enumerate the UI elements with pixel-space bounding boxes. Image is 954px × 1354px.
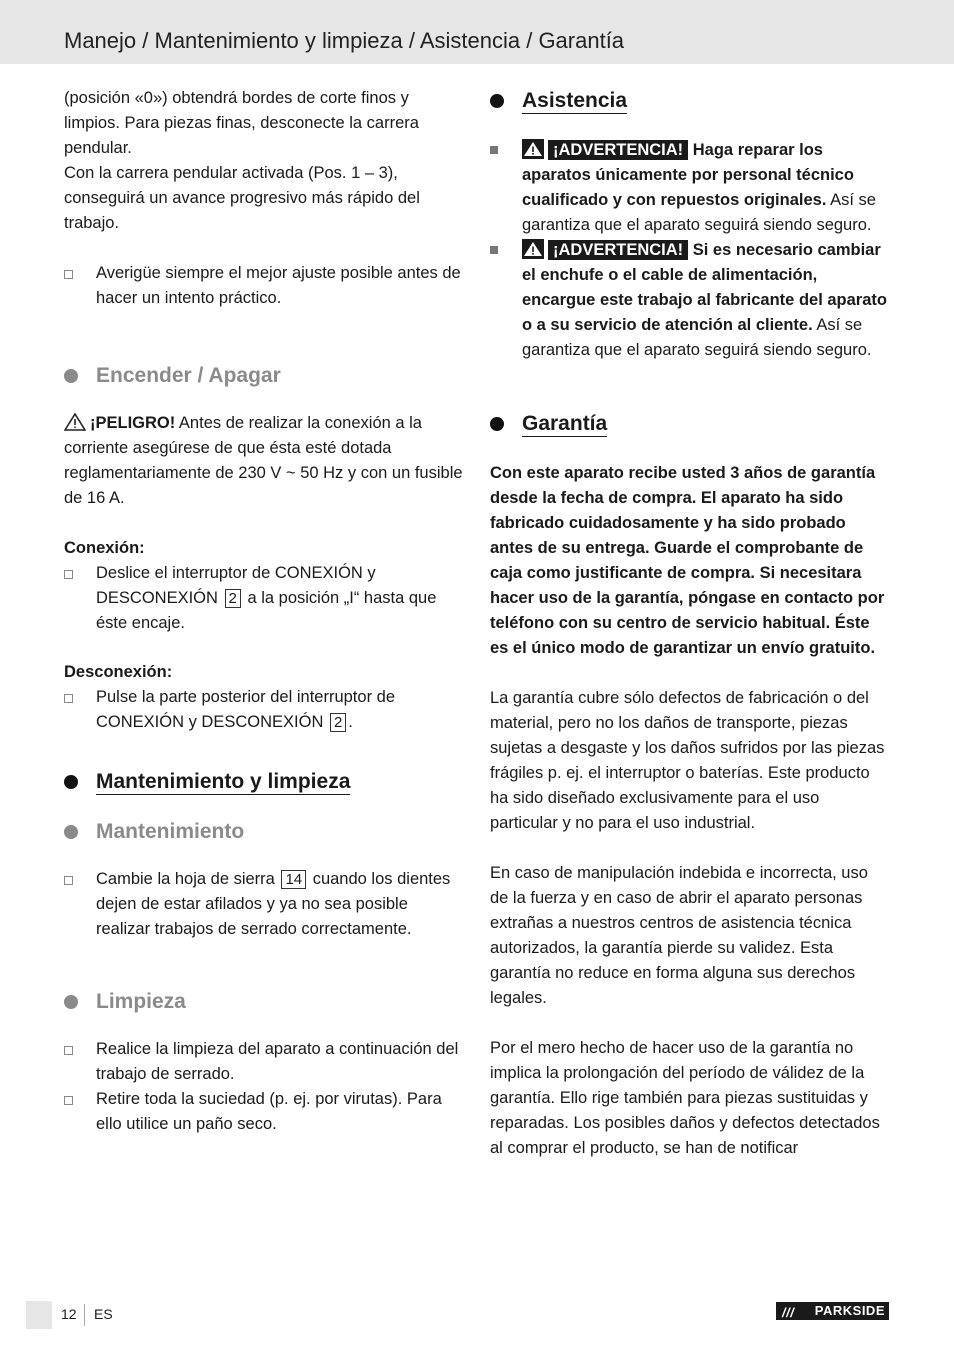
list-item: Realice la limpieza del aparato a continuación del trabajo de serrado. — [64, 1037, 464, 1087]
list-item: Retire toda la suciedad (p. ej. por virutas). Para ello utilice un paño seco. — [64, 1087, 464, 1137]
section-heading-encender: Encender / Apagar — [64, 361, 464, 391]
bullet-dot-icon — [64, 995, 78, 1009]
right-column — [490, 86, 890, 1161]
section-heading-garantia: Garantía — [490, 409, 890, 439]
section-heading-asistencia: Asistencia — [490, 86, 890, 116]
garantia-intro: Con este aparato recibe usted 3 años de garantía desde la fecha de compra. El aparato ha sido fabricado cuidadosamente y ha sido probado antes de su entrega. Guarde el comprobante de caja como justificante de compra. Si necesitara hacer uso de la garantía, póngase en contacto por teléfono con su centro de servicio habitual. Éste es el único modo de garantizar un envío gratuito. — [490, 464, 885, 657]
left-column — [64, 86, 464, 1137]
section-heading-mantenimiento-limpieza: Mantenimiento y limpieza — [64, 767, 464, 797]
footer-marker — [26, 1301, 52, 1329]
warning-badge: ¡ADVERTENCIA! — [548, 240, 688, 260]
section-heading-mantenimiento: Mantenimiento — [64, 817, 464, 847]
parkside-logo — [776, 1302, 889, 1320]
warning-triangle-icon — [64, 412, 86, 432]
checkbox-bullet-icon — [64, 270, 73, 279]
warning-triangle-icon — [522, 239, 544, 259]
checkbox-bullet-icon — [64, 570, 73, 579]
section-heading-limpieza: Limpieza — [64, 987, 464, 1017]
part-number-ref: 2 — [225, 589, 241, 608]
checkbox-bullet-icon — [64, 1046, 73, 1055]
desconexion-label: Desconexión: — [64, 663, 173, 681]
warning-badge: ¡ADVERTENCIA! — [548, 140, 688, 160]
bullet-dot-icon — [64, 825, 78, 839]
square-bullet-icon — [490, 146, 498, 154]
part-number-ref: 2 — [330, 713, 346, 732]
checkbox-bullet-icon — [64, 876, 73, 885]
bullet-dot-icon — [64, 775, 78, 789]
footer-divider — [84, 1304, 85, 1326]
list-item: Cambie la hoja de sierra 14 cuando los dientes dejen de estar afilados y ya no sea posible realizar trabajos de serrado correctamente. — [64, 867, 464, 942]
bullet-dot-icon — [64, 369, 78, 383]
checkbox-bullet-icon — [64, 694, 73, 703]
warning-item: ¡ADVERTENCIA! Haga reparar los aparatos únicamente por personal técnico cualificado y con repuestos originales. Así se garantiza que el aparato seguirá siendo seguro. — [490, 138, 890, 238]
logo-stripes: /// — [782, 1305, 795, 1320]
intro-paragraph-1: (posición «0») obtendrá bordes de corte finos y limpios. Para piezas finas, desconecte la carrera pendular. — [64, 89, 419, 157]
warning-item: ¡ADVERTENCIA! Si es necesario cambiar el enchufe o el cable de alimentación, encargue este trabajo al fabricante del aparato o a su servicio de atención al cliente. Así se garantiza que el aparato seguirá siendo seguro. — [490, 238, 890, 363]
intro-paragraph-2: Con la carrera pendular activada (Pos. 1 – 3), conseguirá un avance progresivo más rápido del trabajo. — [64, 164, 420, 232]
garantia-paragraph-1: La garantía cubre sólo defectos de fabricación o del material, pero no los daños de transporte, piezas sujetas a desgaste y los daños sufridos por las piezas frágiles p. ej. el interruptor o baterías. Este producto ha sido diseñado exclusivamente para el uso particular y no para el uso industrial. — [490, 689, 885, 832]
list-item: Deslice el interruptor de CONEXIÓN y DESCONEXIÓN 2 a la posición „I“ hasta que éste encaje. — [64, 561, 464, 636]
language-code: ES — [94, 1306, 113, 1322]
peligro-warning: ¡PELIGRO! Antes de realizar la conexión a la corriente asegúrese de que ésta esté dotada reglamentariamente de 230 V ~ 50 Hz y con un fusible de 16 A. — [64, 414, 463, 507]
checkbox-bullet-icon — [64, 1096, 73, 1105]
square-bullet-icon — [490, 246, 498, 254]
list-item — [64, 261, 464, 311]
page-header — [0, 0, 954, 64]
page-title: Manejo / Mantenimiento y limpieza / Asistencia / Garantía — [64, 28, 625, 53]
list-item: Pulse la parte posterior del interruptor de CONEXIÓN y DESCONEXIÓN 2 . — [64, 685, 464, 735]
garantia-paragraph-2: En caso de manipulación indebida e incorrecta, uso de la fuerza y en caso de abrir el aparato personas extrañas a nuestros centros de asistencia técnica autorizados, la garantía pierde su validez. Esta garantía no reduce en forma alguna sus derechos legales. — [490, 864, 868, 1007]
bullet-dot-icon — [490, 417, 504, 431]
list-item-text: Averigüe siempre el mejor ajuste posible antes de hacer un intento práctico. — [96, 264, 461, 307]
page-number: 12 — [61, 1306, 77, 1322]
part-number-ref: 14 — [281, 870, 306, 889]
warning-triangle-icon — [522, 139, 544, 159]
logo-text: PARKSIDE — [814, 1303, 885, 1318]
garantia-paragraph-3: Por el mero hecho de hacer uso de la garantía no implica la prolongación del período de válidez de la garantía. Ello rige también para piezas sustituidas y reparadas. Los posibles daños y defectos detectados al comprar el producto, se han de notificar — [490, 1039, 880, 1157]
conexion-label: Conexión: — [64, 539, 145, 557]
bullet-dot-icon — [490, 94, 504, 108]
